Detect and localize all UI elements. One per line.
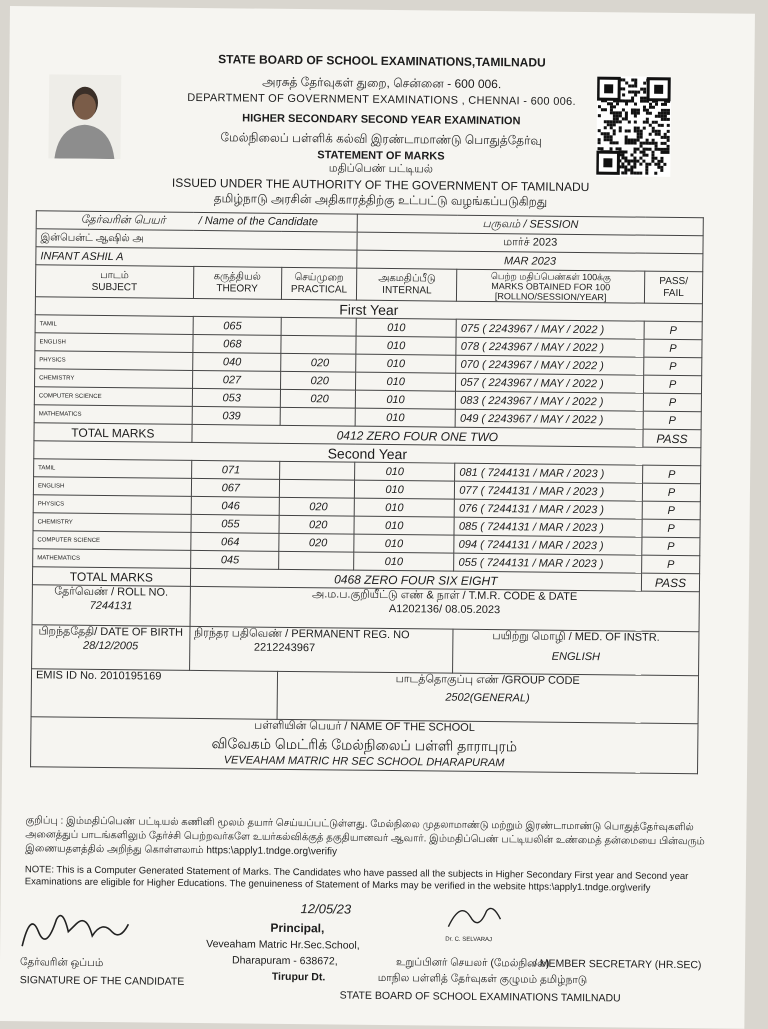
internal-cell: 010 (354, 534, 454, 553)
medium-label: பயிற்று மொழி / MED. OF INSTR. (492, 630, 660, 644)
board-title: STATE BOARD OF SCHOOL EXAMINATIONS,TAMILNADU (218, 52, 546, 70)
practical-cell: 020 (278, 533, 354, 552)
dob-label: பிறந்ததேதி/ DATE OF BIRTH (38, 625, 184, 639)
secretary-signature (440, 897, 510, 938)
subject-cell: MATHEMATICS (33, 549, 191, 569)
col-internal: அகமதிப்பீடு INTERNAL (357, 268, 457, 301)
subject-cell: CHEMISTRY (33, 513, 191, 533)
secretary-ta-2: மாநில பள்ளித் தேர்வுகள் குழுமம் தமிழ்நாடு (377, 971, 588, 987)
theory-cell: 039 (192, 406, 280, 425)
internal-cell: 010 (356, 354, 456, 373)
name-label-ta: தேர்வரின் பெயர் (80, 213, 166, 227)
candidate-signature (16, 901, 147, 957)
practical-cell: 020 (280, 353, 356, 372)
internal-cell: 010 (355, 480, 455, 499)
theory-cell: 068 (193, 334, 281, 353)
first-year-title: First Year (35, 297, 702, 322)
obtained-cell: 070 ( 2243967 / MAY / 2022 ) (456, 355, 644, 375)
internal-cell: 010 (355, 462, 455, 481)
exam-title-ta: மேல்நிலைப் பள்ளிக் கல்வி இரண்டாமாண்டு பொதுத்தேர்வு (220, 130, 542, 148)
obtained-cell: 078 ( 2243967 / MAY / 2022 ) (456, 337, 644, 357)
obtained-cell: 083 ( 2243967 / MAY / 2022 ) (456, 391, 644, 411)
internal-cell: 010 (355, 498, 455, 517)
theory-cell: 067 (191, 478, 279, 497)
dept-title-en: DEPARTMENT OF GOVERNMENT EXAMINATIONS , CHENNAI - 600 006. (187, 91, 576, 108)
handwritten-date: 12/05/23 (300, 901, 352, 917)
candidate-name-ta: இன்பென்ட் ஆஷில் அ (36, 229, 358, 250)
practical-cell (278, 551, 354, 570)
perm-no: 2212243967 (253, 641, 316, 655)
practical-cell (280, 335, 356, 354)
col-theory: கருத்தியல் THEORY (193, 266, 281, 299)
obtained-cell: 077 ( 7244131 / MAR / 2023 ) (455, 481, 643, 501)
obtained-cell: 085 ( 7244131 / MAR / 2023 ) (454, 517, 642, 537)
practical-cell: 020 (280, 371, 356, 390)
secretary-en: / MEMBER SECRETARY (HR.SEC) (533, 957, 702, 972)
theory-cell: 064 (190, 532, 278, 551)
theory-cell: 055 (191, 514, 279, 533)
principal-label: Principal, (270, 920, 325, 936)
session-label: பருவம் / SESSION (358, 214, 704, 236)
col-obtained: பெற்ற மதிப்பெண்கள் 100க்கு MARKS OBTAINED FOR 100 [ROLLNO/SESSION/YEAR] (457, 269, 645, 303)
statement-title-ta: மதிப்பெண் பட்டியல் (328, 162, 433, 176)
marks-table (30, 210, 704, 774)
practical-cell (281, 317, 357, 336)
session-ta: மார்ச் 2023 (357, 232, 703, 254)
theory-cell: 053 (192, 388, 280, 407)
result-cell: P (643, 465, 701, 484)
col-subject: பாடம் SUBJECT (35, 265, 193, 299)
internal-cell: 010 (354, 516, 454, 535)
theory-cell: 071 (191, 460, 279, 479)
perm-label: நிரந்தர பதிவெண் / PERMANENT REG. NO (194, 626, 410, 642)
tmr-value: A1202136/ 08.05.2023 (388, 603, 501, 617)
result-cell: P (642, 519, 700, 538)
result-cell: P (643, 393, 701, 412)
col-practical: செய்முறை PRACTICAL (281, 267, 357, 300)
tmr-label: அ.ம.ப.குறியீட்டு எண் & நாள் / T.M.R. CODE & DATE (312, 588, 578, 603)
secretary-ta-1: உறுப்பினர் செயலர் (மேல்நிலை) (395, 956, 550, 970)
practical-cell: 020 (280, 389, 356, 408)
issued-en: ISSUED UNDER THE AUTHORITY OF THE GOVERNMENT OF TAMILNADU (171, 175, 590, 195)
candidate-sign-label-en: SIGNATURE OF THE CANDIDATE (19, 974, 185, 988)
school-name-ta: விவேகம் மெட்ரிக் மேல்நிலைப் பள்ளி தாராபுரம் (211, 735, 518, 755)
obtained-cell: 049 ( 2243967 / MAY / 2022 ) (455, 409, 643, 429)
candidate-name-en: INFANT ASHIL A (36, 247, 358, 268)
school-stamp-3: Tirupur Dt. (271, 970, 326, 984)
fy-total-result: PASS (643, 429, 701, 448)
obtained-cell: 075 ( 2243967 / MAY / 2022 ) (456, 319, 644, 339)
practical-cell (279, 461, 355, 480)
theory-cell: 065 (193, 316, 281, 335)
subject-cell: ENGLISH (35, 333, 193, 353)
roll-label: தேர்வெண் / ROLL NO. (54, 585, 169, 599)
internal-cell: 010 (356, 408, 456, 427)
statement-title-en: STATEMENT OF MARKS (317, 149, 445, 163)
roll-no: 7244131 (89, 599, 133, 613)
secretary-board: STATE BOARD OF SCHOOL EXAMINATIONS TAMILNADU (339, 989, 621, 1005)
secretary-name-small: Dr. C. SELVARAJ (445, 936, 493, 944)
obtained-cell: 057 ( 2243967 / MAY / 2022 ) (456, 373, 644, 393)
result-cell: P (642, 537, 700, 556)
note-ta: குறிப்பு : இம்மதிப்பெண் பட்டியல் கணினி மூலம் தயார் செய்யப்பட்டுள்ளது. மேல்நிலை முதலாமாண்டு மற்றும் இரண்டாமாண்டு பொதுத்தேர்வுகளில் அனைத்துப் பாடங்களிலும் தேர்ச்சி பெற்றவர்களே உயர்கல்விக்குத் தகுதியானவர் ஆவார். இம்மதிப்பெண் பட்டியலின் உண்மைத் தன்மையை பின்வரும் இணையதளத்தில் அறிந்து கொள்ளலாம் https:\apply1.tndge.org\verifiy (25, 815, 705, 858)
note-en: NOTE: This is a Computer Generated Statement of Marks. The Candidates who have passed all the subjects in Higher Secondary First year and Second year Examinations are eligible for Higher Educations. The genuineness of Statement of Marks may be verified in the website https:\apply1.tndge.org\verify (24, 864, 689, 894)
candidate-sign-label-ta: தேர்வரின் ஒப்பம் (19, 956, 104, 970)
emis-id: EMIS ID No. 2010195169 (31, 669, 277, 720)
result-cell: P (642, 501, 700, 520)
sy-total-label: TOTAL MARKS (32, 567, 190, 587)
fy-total-label: TOTAL MARKS (34, 423, 192, 443)
subject-cell: TAMIL (35, 315, 193, 335)
result-cell: P (644, 339, 702, 358)
school-name-en: VEVEAHAM MATRIC HR SEC SCHOOL DHARAPURAM (223, 754, 505, 770)
second-year-title: Second Year (34, 441, 701, 466)
session-en: MAR 2023 (357, 250, 703, 272)
school-stamp-2: Dharapuram - 638672, (231, 954, 338, 968)
result-cell: P (644, 357, 702, 376)
group-code: 2502(GENERAL) (445, 691, 530, 705)
result-cell: P (642, 555, 700, 574)
fy-total: 0412 ZERO FOUR ONE TWO (192, 424, 644, 447)
subject-cell: ENGLISH (33, 477, 191, 497)
qr-code (596, 76, 671, 177)
marksheet (0, 6, 755, 1029)
theory-cell: 045 (190, 550, 278, 569)
subject-cell: TAMIL (34, 459, 192, 479)
result-cell: P (643, 411, 701, 430)
subject-cell: COMPUTER SCIENCE (34, 387, 192, 407)
result-cell: P (642, 483, 700, 502)
subject-cell: PHYSICS (35, 351, 193, 371)
internal-cell: 010 (356, 372, 456, 391)
obtained-cell: 076 ( 7244131 / MAR / 2023 ) (454, 499, 642, 519)
obtained-cell: 055 ( 7244131 / MAR / 2023 ) (454, 553, 642, 573)
school-label: பள்ளியின் பெயர் / NAME OF THE SCHOOL (253, 719, 475, 734)
subject-cell: CHEMISTRY (35, 369, 193, 389)
dob: 28/12/2005 (83, 639, 139, 653)
theory-cell: 046 (191, 496, 279, 515)
exam-title-en: HIGHER SECONDARY SECOND YEAR EXAMINATION (242, 112, 521, 128)
practical-cell (279, 479, 355, 498)
practical-cell: 020 (279, 497, 355, 516)
subject-cell: PHYSICS (33, 495, 191, 515)
result-cell: P (644, 375, 702, 394)
theory-cell: 040 (192, 352, 280, 371)
result-cell: P (644, 321, 702, 340)
sy-total: 0468 ZERO FOUR SIX EIGHT (190, 568, 642, 591)
sy-total-result: PASS (641, 573, 699, 592)
practical-cell: 020 (278, 515, 354, 534)
practical-cell (280, 407, 356, 426)
issued-ta: தமிழ்நாடு அரசின் அதிகாரத்திற்கு உட்பட்டு வழங்கப்படுகிறது (213, 191, 548, 209)
subject-cell: MATHEMATICS (34, 405, 192, 425)
col-passfail: PASS/ FAIL (644, 271, 702, 304)
subject-cell: COMPUTER SCIENCE (33, 531, 191, 551)
internal-cell: 010 (357, 318, 457, 337)
obtained-cell: 094 ( 7244131 / MAR / 2023 ) (454, 535, 642, 555)
theory-cell: 027 (192, 370, 280, 389)
internal-cell: 010 (356, 336, 456, 355)
name-label-en: / Name of the Candidate (198, 214, 318, 228)
obtained-cell: 081 ( 7244131 / MAR / 2023 ) (455, 463, 643, 483)
school-stamp-1: Veveaham Matric Hr.Sec.School, (206, 938, 360, 952)
medium: ENGLISH (551, 650, 601, 664)
group-label: பாடத்தொகுப்பு எண் /GROUP CODE (395, 673, 580, 688)
candidate-photo (48, 74, 121, 159)
internal-cell: 010 (354, 552, 454, 571)
internal-cell: 010 (356, 390, 456, 409)
dept-title-ta: அரசுத் தேர்வுகள் துறை, சென்னை - 600 006. (262, 74, 502, 92)
